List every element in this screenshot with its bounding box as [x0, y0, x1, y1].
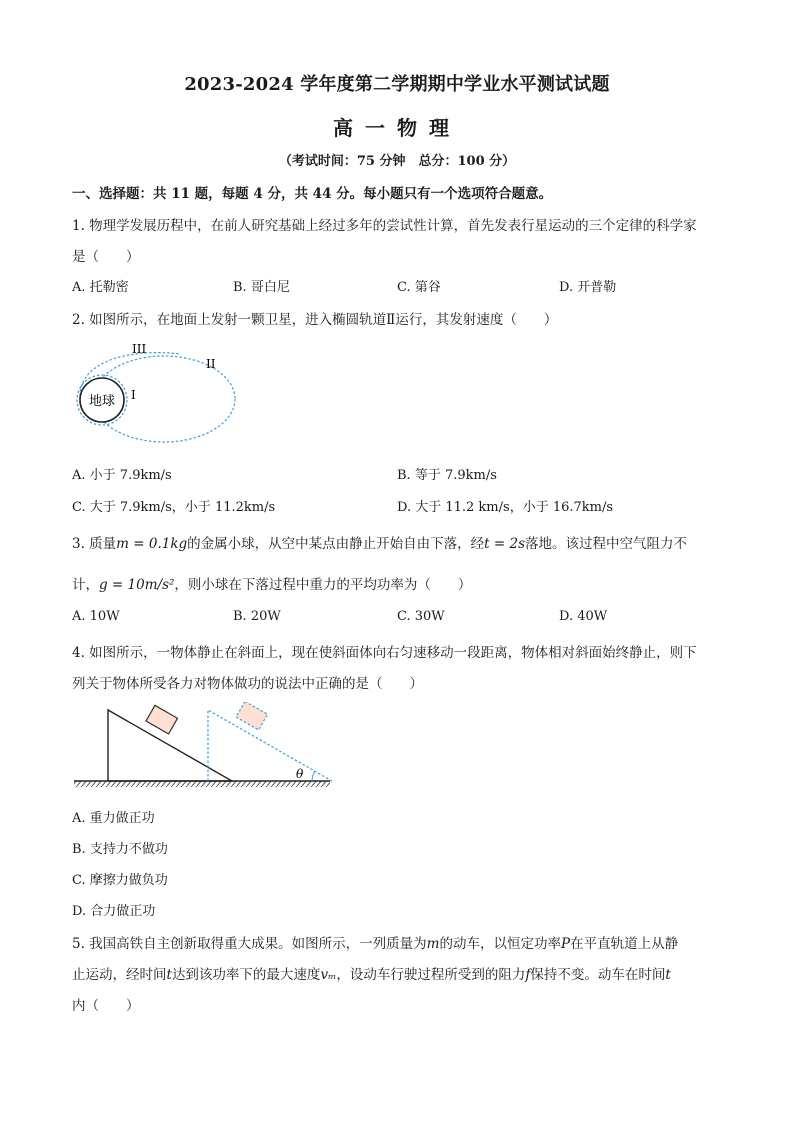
q3-gravity: g = 10m/s² — [99, 577, 175, 593]
q3-option-c: C. 30W — [397, 609, 445, 624]
exam-info: （考试时间：75 分钟 总分：100 分） — [278, 154, 516, 169]
earth-label: 地球 — [88, 394, 116, 409]
q5-vmax: vₘ — [320, 967, 337, 983]
q5-text-3: 在平直轨道上从静 — [570, 936, 679, 952]
subject-title: 高一物理 — [333, 116, 461, 140]
orbit-label-ii: II — [206, 357, 216, 371]
section-heading: 一、选择题：共 11 题，每题 4 分，共 44 分。每小题只有一个选项符合题意。 — [72, 186, 553, 202]
q5-text-1: 5. 我国高铁自主创新取得重大成果。如图所示，一列质量为 — [72, 936, 427, 952]
q1-option-d: D. 开普勒 — [559, 280, 617, 295]
orbit-diagram — [70, 336, 250, 446]
q3-text-1: 3. 质量 — [72, 536, 117, 552]
q3-option-d: D. 40W — [559, 609, 608, 624]
q5-power: P — [560, 936, 571, 952]
q4-option-a: A. 重力做正功 — [72, 811, 155, 826]
orbit-label-i: I — [131, 388, 136, 402]
q1-stem-line2: 是（ ） — [72, 249, 140, 265]
q3-mass: m = 0.1kg — [116, 536, 188, 552]
exam-title: 2023-2024 学年度第二学期期中学业水平测试试题 — [184, 74, 610, 95]
q3-text-4: 计， — [72, 577, 99, 593]
q2-option-d: D. 大于 11.2 km/s，小于 16.7km/s — [397, 500, 614, 515]
q3-text-2: 的金属小球，从空中某点由静止开始自由下落，经 — [187, 536, 485, 552]
q5-stem-line1 — [72, 932, 678, 952]
block-original — [146, 705, 178, 734]
q5-mass: m — [426, 936, 440, 952]
q5-stem-line3: 内（ ） — [72, 998, 140, 1014]
q1-stem-line1: 1. 物理学发展历程中，在前人研究基础上经过多年的尝试性计算，首先发表行星运动的三个定律的科学家 — [72, 218, 697, 234]
q5-text-6: ，设动车行驶过程所受到的阻力 — [336, 967, 526, 983]
q4-option-b: B. 支持力不做功 — [72, 842, 168, 857]
q2-stem: 2. 如图所示，在地面上发射一颗卫星，进入椭圆轨道Ⅱ运行，其发射速度（ ） — [72, 312, 558, 328]
incline-dashed — [208, 710, 332, 781]
q4-option-c: C. 摩擦力做负功 — [72, 873, 168, 888]
orbit-label-iii: III — [132, 342, 147, 356]
q4-stem-line1: 4. 如图所示，一物体静止在斜面上，现在使斜面体向右匀速移动一段距离，物体相对斜面始终静止，则下 — [72, 645, 697, 661]
q1-option-a: A. 托勒密 — [72, 280, 129, 295]
q3-text-3: 落地。该过程中空气阻力不 — [525, 536, 688, 552]
q3-stem-line1 — [72, 532, 687, 552]
q5-text-4: 止运动，经时间 — [72, 967, 167, 983]
q3-option-b: B. 20W — [233, 609, 281, 624]
q5-text-7: 保持不变。动车在时间 — [530, 967, 666, 983]
q5-time-2: t — [665, 967, 671, 983]
angle-arc — [312, 771, 315, 781]
block-moved — [236, 702, 268, 730]
q2-option-c: C. 大于 7.9km/s，小于 11.2km/s — [72, 500, 276, 515]
q4-option-d: D. 合力做正功 — [72, 904, 156, 919]
q3-text-5: ，则小球在下落过程中重力的平均功率为（ ） — [174, 577, 472, 593]
q5-stem-line2 — [72, 963, 671, 983]
q3-stem-line2 — [72, 573, 471, 593]
q4-stem-line2: 列关于物体所受各力对物体做功的说法中正确的是（ ） — [72, 676, 423, 692]
q2-option-a: A. 小于 7.9km/s — [72, 468, 172, 483]
incline-diagram — [72, 702, 342, 792]
q5-text-5: 达到该功率下的最大速度 — [171, 967, 321, 983]
q1-option-b: B. 哥白尼 — [233, 280, 290, 295]
q5-friction: f — [525, 967, 531, 983]
q1-option-c: C. 第谷 — [397, 280, 441, 295]
angle-label: θ — [296, 767, 304, 781]
ground-hatching — [74, 781, 330, 787]
q5-time: t — [166, 967, 172, 983]
q2-option-b: B. 等于 7.9km/s — [397, 468, 497, 483]
q3-option-a: A. 10W — [72, 609, 120, 624]
q3-time: t = 2s — [484, 536, 526, 552]
q5-text-2: 的动车，以恒定功率 — [439, 936, 561, 952]
